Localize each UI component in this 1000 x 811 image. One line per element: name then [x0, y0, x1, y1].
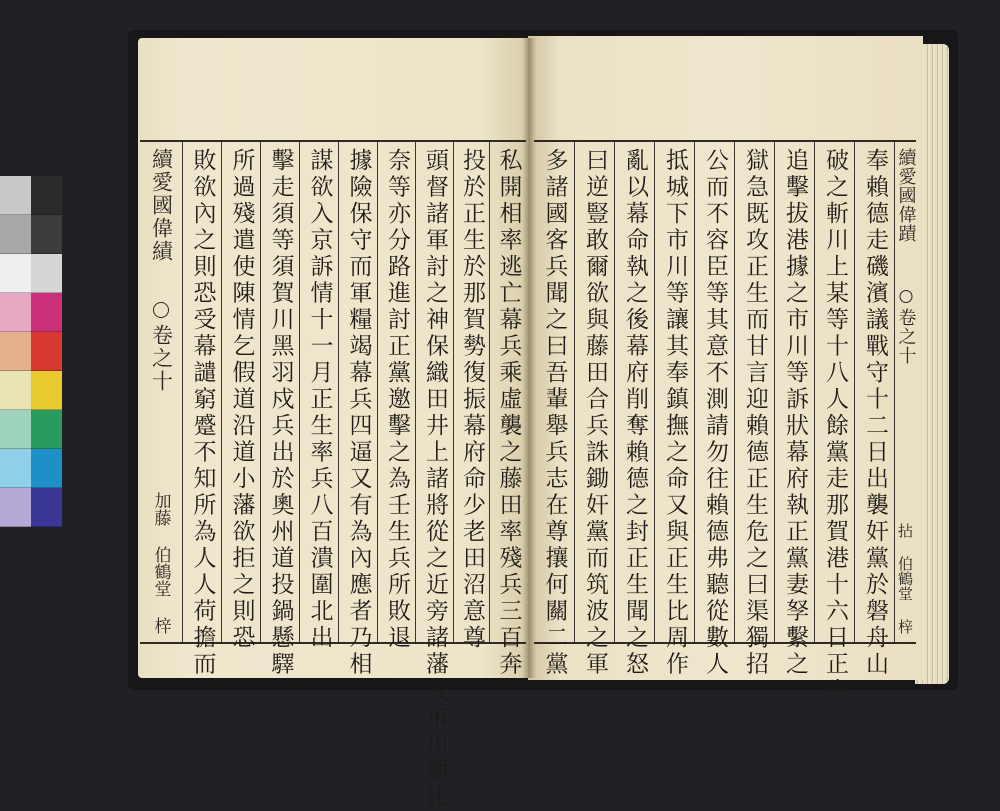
right-side-title: 續愛國偉蹟 — [895, 148, 917, 243]
color-swatch — [0, 371, 31, 410]
column-text: 公而不容臣等其意不測請勿往賴德弗聽從數人 — [702, 148, 728, 678]
color-swatch — [31, 488, 62, 527]
text-column — [574, 142, 614, 678]
column-text: 抵城下市川等讓其奉鎮撫之命又與正生比周作 — [662, 148, 688, 678]
text-column — [338, 142, 377, 678]
column-text: 頭督諸軍討之神保織田井上諸將從之近旁諸藩及市川朝比 — [422, 148, 448, 811]
right-text-frame — [534, 140, 917, 705]
text-column — [854, 142, 894, 678]
color-swatch — [0, 449, 31, 488]
column-text: 據險保守而軍糧竭幕兵四逼又有為內應者乃相 — [345, 148, 372, 678]
color-swatch — [0, 176, 31, 215]
text-column — [182, 142, 221, 678]
column-text: 謀欲入京訴情十一月正生率兵八百潰圍北出 — [306, 148, 333, 652]
text-column — [489, 142, 526, 678]
color-swatch — [0, 293, 31, 332]
color-swatch — [0, 332, 31, 371]
left-side-title: 續愛國偉績 — [149, 148, 174, 263]
column-text: 追擊拔港據之市川等訴狀幕府執正黨妻孥繫之 — [782, 148, 808, 678]
text-column — [694, 142, 734, 678]
text-column — [415, 142, 453, 811]
fish-tail-mark — [899, 290, 912, 303]
text-column — [734, 142, 774, 678]
right-margin-column — [894, 142, 916, 642]
column-text: 破之斬川上某等十八人餘黨走那賀港十六日正生 — [822, 148, 848, 705]
text-column — [260, 142, 299, 678]
text-column — [377, 142, 415, 652]
text-column — [774, 142, 814, 678]
color-swatch — [0, 254, 31, 293]
left-side-publisher: 加藤 伯鶴堂 梓 — [150, 492, 171, 634]
column-text: 曰逆豎敢爾欲與藤田合兵誅鋤奸黨而筑波之軍 — [582, 148, 608, 678]
column-text: 擊走須等須賀川黑羽戍兵出於奧州道投鍋懸驛 — [267, 148, 294, 678]
column-text: 投於正生於那賀勢復振幕府命少老田沼意尊 — [459, 148, 485, 652]
left-side-volume: 卷之十 — [149, 324, 174, 393]
column-text: 多諸國客兵聞之曰吾輩舉兵志在尊攘何關二黨 — [541, 148, 568, 678]
column-text: 所過殘遣使陳情乞假道沿道小藩欲拒之則恐 — [228, 148, 255, 652]
column-text: 奈等亦分路進討正黨邀擊之為壬生兵所敗退 — [384, 148, 410, 652]
text-column — [221, 142, 260, 652]
column-text: 私開相率逃亡幕兵乘虛襲之藤田率殘兵三百奔 — [495, 148, 522, 678]
text-column — [654, 142, 694, 678]
color-swatch — [31, 449, 62, 488]
color-swatch — [0, 215, 31, 254]
text-column — [299, 142, 338, 652]
left-margin-column — [140, 142, 182, 642]
text-column — [614, 142, 654, 678]
text-column — [453, 142, 489, 652]
color-calibration-strip — [0, 176, 62, 528]
color-swatch — [0, 488, 31, 527]
color-swatch — [31, 371, 62, 410]
column-text: 奉賴德走磯濱議戰守十二日出襲奸黨於磐舟山 — [862, 148, 888, 678]
right-side-volume: 卷之十 — [895, 308, 917, 365]
color-swatch — [31, 254, 62, 293]
color-swatch — [31, 215, 62, 254]
text-column — [534, 142, 574, 678]
color-swatch — [31, 332, 62, 371]
fish-tail-mark — [153, 302, 169, 318]
right-side-publisher: 拈 伯鶴堂 梓 — [896, 523, 914, 634]
column-text: 獄急既攻正生而甘言迎賴德正生危之曰渠獨招 — [742, 148, 768, 678]
column-text: 亂以幕命執之後幕府削奪賴德之封正生聞之怒 — [622, 148, 648, 678]
color-swatch — [31, 293, 62, 332]
color-swatch — [31, 410, 62, 449]
left-text-frame — [140, 140, 526, 811]
column-text: 敗欲內之則恐受幕譴窮蹙不知所為人人荷擔而 — [189, 148, 216, 678]
color-swatch — [0, 410, 31, 449]
text-column — [814, 142, 854, 705]
color-swatch — [31, 176, 62, 215]
